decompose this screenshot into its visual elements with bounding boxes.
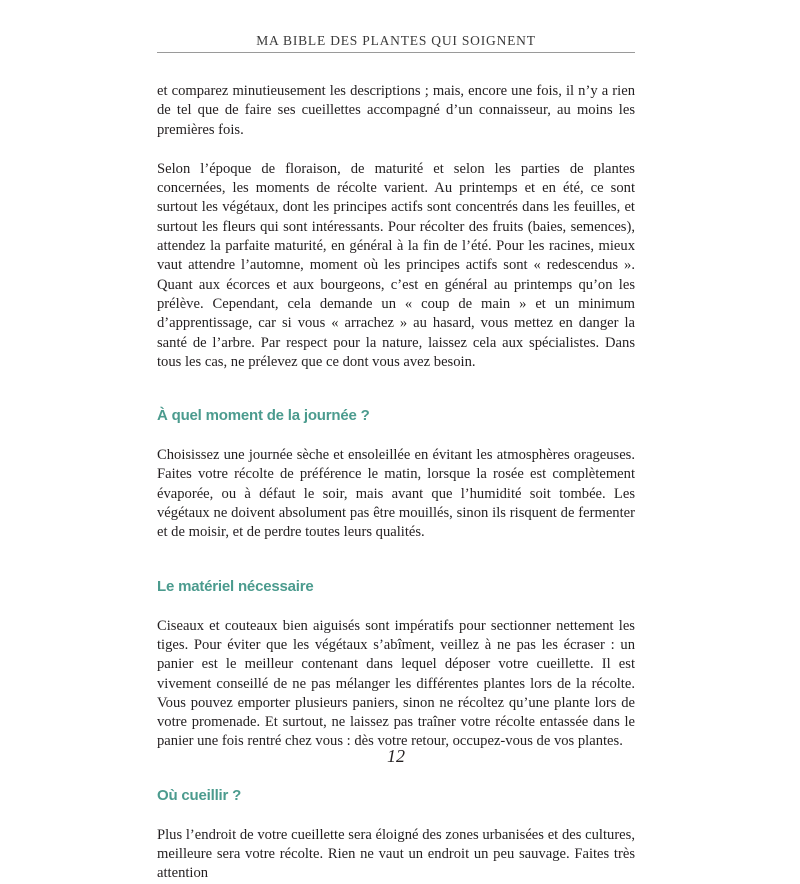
section-heading-ou-cueillir: Où cueillir ? — [157, 786, 242, 804]
section-spacer — [157, 372, 635, 406]
running-header: MA BIBLE DES PLANTES QUI SOIGNENT — [256, 33, 536, 48]
section-body-materiel: Ciseaux et couteaux bien aiguisés sont impératifs pour sectionner nettement les tiges. Pour éviter que les végétaux s’abîment, veillez à ne pas les écraser : un panier est le meilleur contenant dans lequel déposer votre cueillette. Il est vivement conseillé de ne pas mélanger les différentes plantes lors de la récolte. Vous pouvez emporter plusieurs paniers, sinon ne récoltez qu’une plante lors de votre promenade. Et surtout, ne laissez pas traîner votre récolte entassée dans le panier une fois rentré chez vous : dès votre retour, occupez-vous de vos plantes. — [157, 617, 635, 750]
page-number: 12 — [387, 746, 405, 766]
section-body-moment: Choisissez une journée sèche et ensoleillée en évitant les atmosphères orageuses. Faites votre récolte de préférence le matin, lorsque la rosée est complètement évaporée, ou à défaut le soir, mais avant que l’humidité soit tombée. Les végétaux ne doivent absolument pas être mouillés, sinon ils risquent de fermenter et de moisir, et de perdre toutes leurs qualités. — [157, 447, 635, 541]
section-spacer — [157, 543, 635, 577]
paragraph-floraison: Selon l’époque de floraison, de maturité et selon les parties de plantes concernées, les moments de récolte varient. Au printemps et en été, ce sont surtout les végétaux, dont les principes actifs sont concentrés dans les feuilles, et surtout les fleurs qui sont intéressants. Pour récolter des fruits (baies, semences), attendez la parfaite maturité, en général à la fin de l’été. Pour les racines, mieux vaut attendre l’automne, moment où les principes actifs sont « redescendus ». Quant aux écorces et aux bourgeons, c’est en général au printemps qu’on les prélève. Cependant, cela demande un « coup de main » et un minimum d’apprentissage, car si vous « arrachez » au hasard, vous mettez en danger la santé de l’arbre. Par respect pour la nature, laissez cela aux spécialistes. Dans tous les cas, ne prélevez que ce dont vous avez besoin. — [157, 160, 635, 370]
section-body-ou-cueillir: Plus l’endroit de votre cueillette sera éloigné des zones urbanisées et des cultures, meilleure sera votre récolte. Rien ne vaut un endroit un peu sauvage. Faites très attention — [157, 826, 635, 882]
paragraph-intro: et comparez minutieusement les descriptions ; mais, encore une fois, il n’y a rien de tel que de faire ses cueillettes accompagné d’un connaisseur, au moins les premières fois. — [157, 83, 635, 138]
section-heading-moment: À quel moment de la journée ? — [157, 407, 370, 425]
section-heading-materiel: Le matériel nécessaire — [157, 577, 314, 595]
paragraph-spacer — [157, 140, 635, 160]
header-rule — [157, 52, 635, 53]
heading-spacer — [157, 597, 635, 617]
heading-spacer — [157, 426, 635, 446]
heading-spacer — [157, 806, 635, 826]
